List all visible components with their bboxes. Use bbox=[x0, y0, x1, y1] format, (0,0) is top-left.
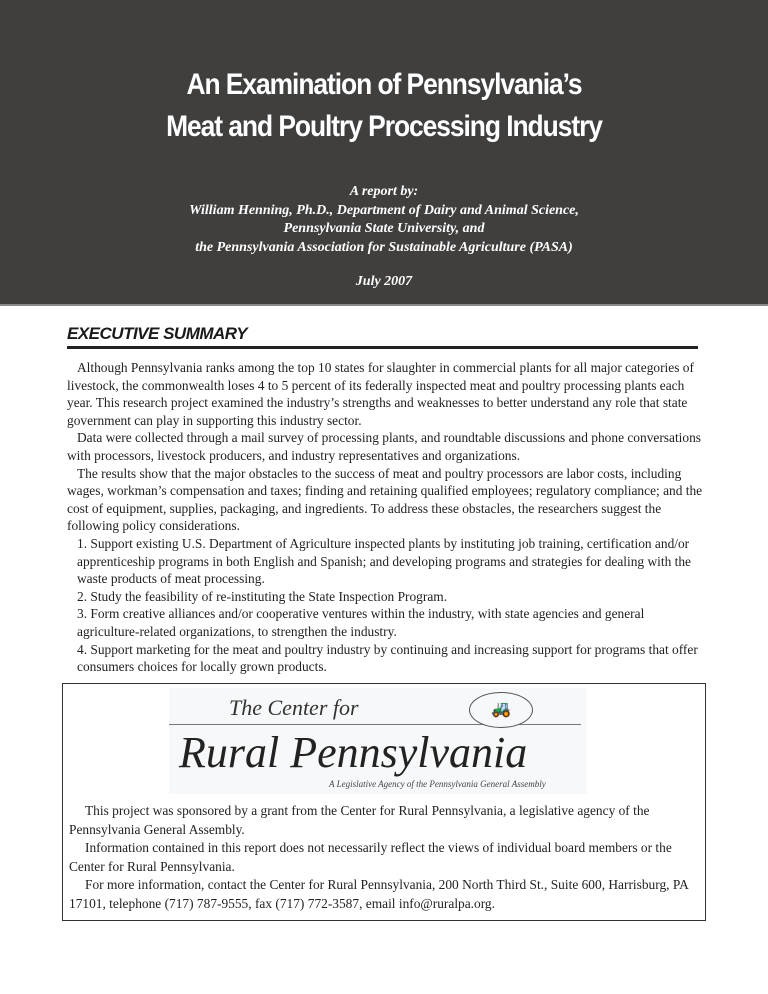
paragraph: The results show that the major obstacles to the success of meat and poultry processors are labor costs, including wages, workman’s compensation and taxes; finding and retaining qualified employees; regulatory compliance; and the cost of equipment, supplies, packaging, and ingredients. To address these obstacles, the researchers suggest the following policy considerations. bbox=[67, 465, 703, 534]
sponsor-text bbox=[69, 802, 699, 913]
paragraph: Although Pennsylvania ranks among the top 10 states for slaughter in commercial plants for all major categories of livestock, the commonwealth loses 4 to 5 percent of its federally inspected meat and poultry processing plants each year. This research project examined the industry’s strengths and weaknesses to better understand any role that state government can play in supporting this industry sector. bbox=[67, 360, 694, 428]
byline-line: William Henning, Ph.D., Department of Dairy and Animal Science, bbox=[189, 202, 579, 218]
title-line: Meat and Poultry Processing Industry bbox=[166, 110, 602, 143]
title-line: An Examination of Pennsylvania’s bbox=[186, 68, 582, 101]
byline-line: the Pennsylvania Association for Sustainable Agriculture (PASA) bbox=[195, 239, 573, 255]
header-band bbox=[0, 0, 768, 306]
executive-summary bbox=[67, 359, 707, 676]
paragraph: For more information, contact the Center for Rural Pennsylvania, 200 North Third St., Suite 600, Harrisburg, PA 17101, telephone (717) 787-9555, fax (717) 772-3587, email info@ruralpa.org. bbox=[69, 877, 688, 911]
policy-item: 2. Study the feasibility of re-instituting the State Inspection Program. bbox=[77, 588, 448, 604]
policy-item: 3. Form creative alliances and/or cooperative ventures within the industry, with state agencies and general agriculture-related organizations, to strengthen the industry. bbox=[77, 606, 645, 639]
center-rural-pa-logo bbox=[169, 688, 587, 794]
logo-line2: Rural Pennsylvania bbox=[179, 728, 528, 777]
policy-item: 4. Support marketing for the meat and poultry industry by continuing and increasing support for programs that offer consumers choices for locally grown products. bbox=[77, 641, 698, 675]
byline bbox=[0, 183, 768, 257]
sponsor-box bbox=[62, 683, 706, 921]
report-title bbox=[46, 64, 722, 148]
logo-line3: A Legislative Agency of the Pennsylvania General Assembly bbox=[329, 779, 546, 789]
paragraph: Information contained in this report does not necessarily reflect the views of individual board members or the Center for Rural Pennsylvania. bbox=[69, 840, 672, 874]
divider bbox=[67, 346, 698, 349]
section-heading: EXECUTIVE SUMMARY bbox=[67, 324, 248, 343]
paragraph: This project was sponsored by a grant from the Center for Rural Pennsylvania, a legislative agency of the Pennsylvania General Assembly. bbox=[69, 803, 650, 837]
logo-line1: The Center for bbox=[229, 695, 359, 720]
farm-emblem-icon: 🚜 bbox=[469, 692, 533, 728]
policy-item: 1. Support existing U.S. Department of Agriculture inspected plants by instituting job training, certification and/or apprenticeship programs in both English and Spanish; and developing programs and strategies for dealing with the waste products of meat processing. bbox=[77, 535, 691, 587]
paragraph: Data were collected through a mail survey of processing plants, and roundtable discussions and phone conversations with processors, livestock producers, and industry representatives and organizations. bbox=[67, 430, 701, 463]
byline-line: Pennsylvania State University, and bbox=[283, 221, 485, 236]
byline-line: A report by: bbox=[349, 184, 419, 199]
report-date: July 2007 bbox=[355, 274, 413, 289]
